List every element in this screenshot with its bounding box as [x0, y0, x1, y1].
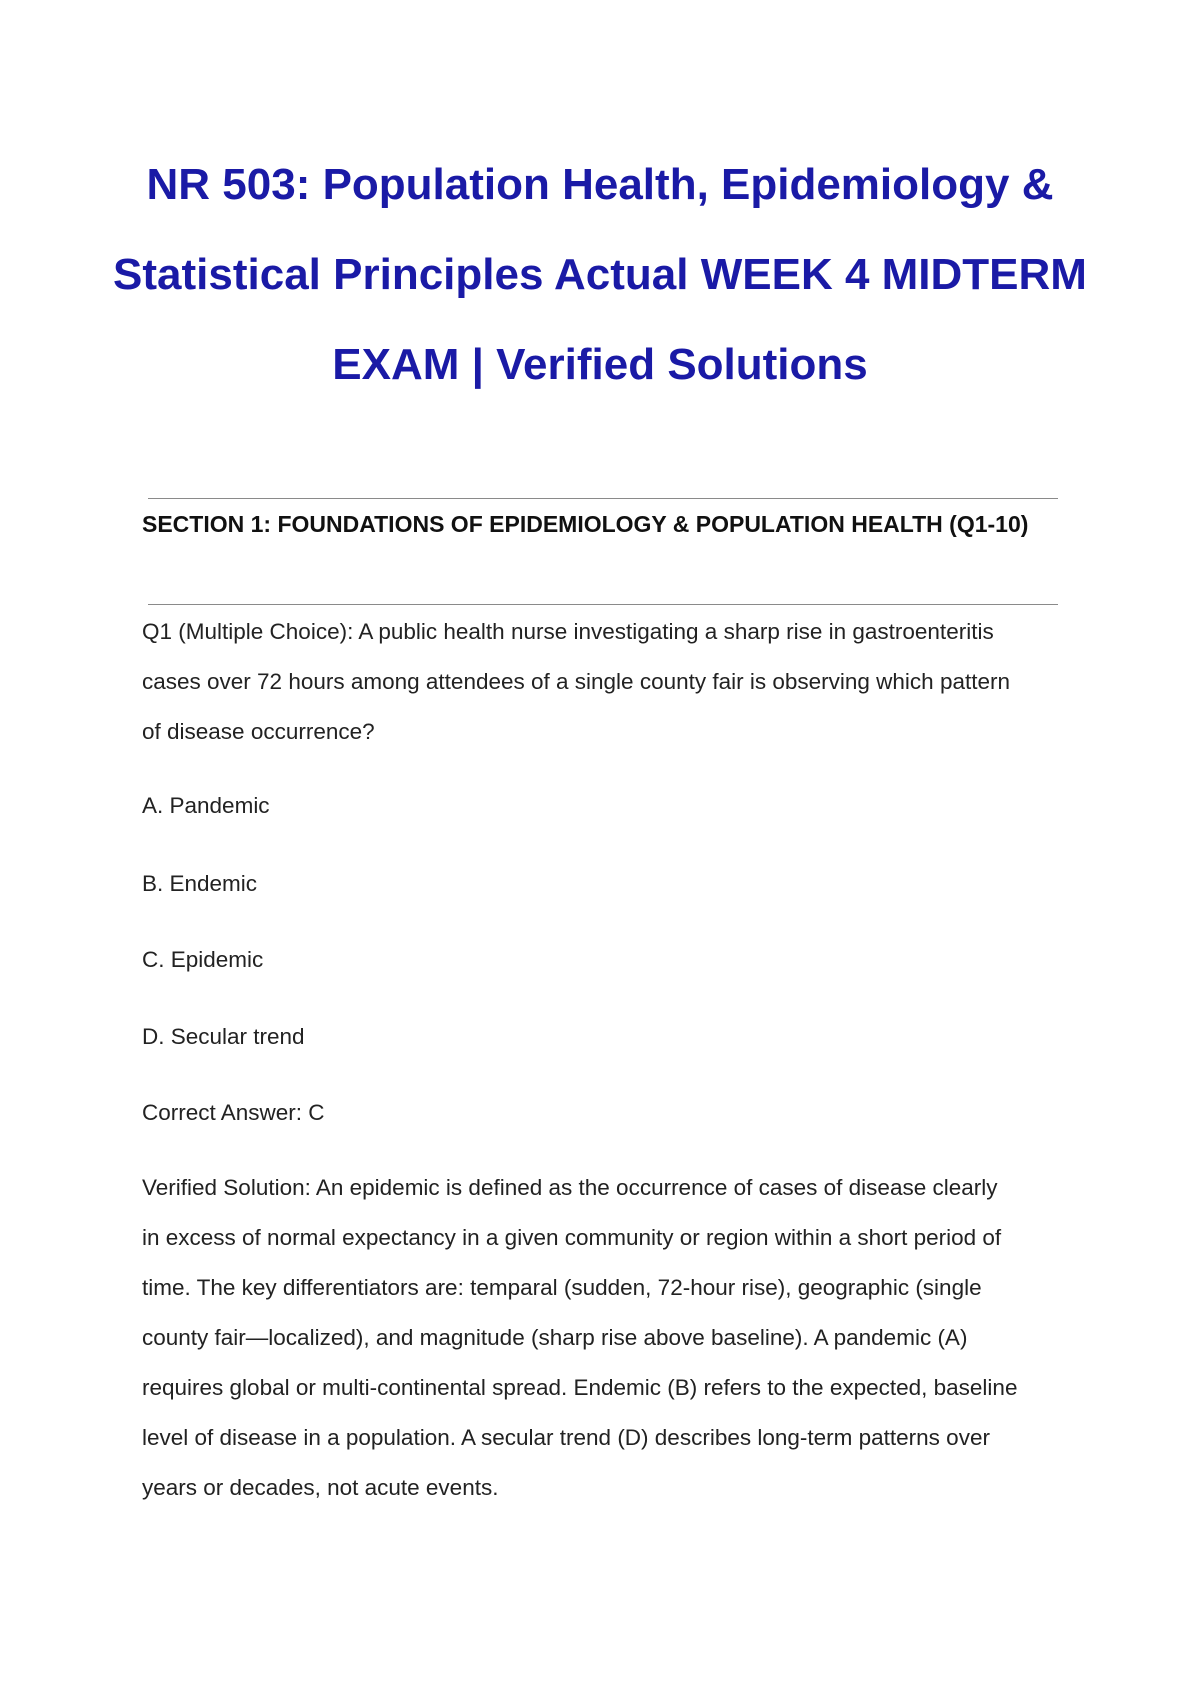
question-text	[142, 607, 1072, 757]
section-divider-top	[148, 498, 1058, 499]
title-line: Statistical Principles Actual WEEK 4 MIDTERM	[113, 250, 1087, 299]
answer-option-a: A. Pandemic	[142, 793, 270, 818]
solution-line: Verified Solution: An epidemic is defined as the occurrence of cases of disease clearly	[142, 1175, 998, 1200]
section-divider-bottom	[148, 604, 1058, 605]
question-line: cases over 72 hours among attendees of a single county fair is observing which pattern	[142, 669, 1010, 694]
answer-option-d: D. Secular trend	[142, 1024, 305, 1049]
document-title	[100, 140, 1100, 410]
title-line: NR 503: Population Health, Epidemiology &	[146, 160, 1054, 209]
question-line: Q1 (Multiple Choice): A public health nurse investigating a sharp rise in gastroenteritis	[142, 619, 994, 644]
solution-line: years or decades, not acute events.	[142, 1475, 499, 1500]
section-heading: SECTION 1: FOUNDATIONS OF EPIDEMIOLOGY & POPULATION HEALTH (Q1-10)	[142, 511, 1029, 537]
title-line: EXAM | Verified Solutions	[332, 340, 868, 389]
answer-option-b: B. Endemic	[142, 871, 258, 896]
question-line: of disease occurrence?	[142, 719, 375, 744]
correct-answer: Correct Answer: C	[142, 1100, 325, 1125]
solution-line: level of disease in a population. A secular trend (D) describes long-term patterns over	[142, 1425, 990, 1450]
verified-solution	[142, 1163, 1072, 1513]
solution-line: requires global or multi-continental spread. Endemic (B) refers to the expected, baseline	[142, 1375, 1018, 1400]
answer-option-c: C. Epidemic	[142, 947, 264, 972]
solution-line: county fair—localized), and magnitude (sharp rise above baseline). A pandemic (A)	[142, 1325, 968, 1350]
solution-line: in excess of normal expectancy in a given community or region within a short period of	[142, 1225, 1002, 1250]
solution-line: time. The key differentiators are: temparal (sudden, 72-hour rise), geographic (single	[142, 1275, 982, 1300]
